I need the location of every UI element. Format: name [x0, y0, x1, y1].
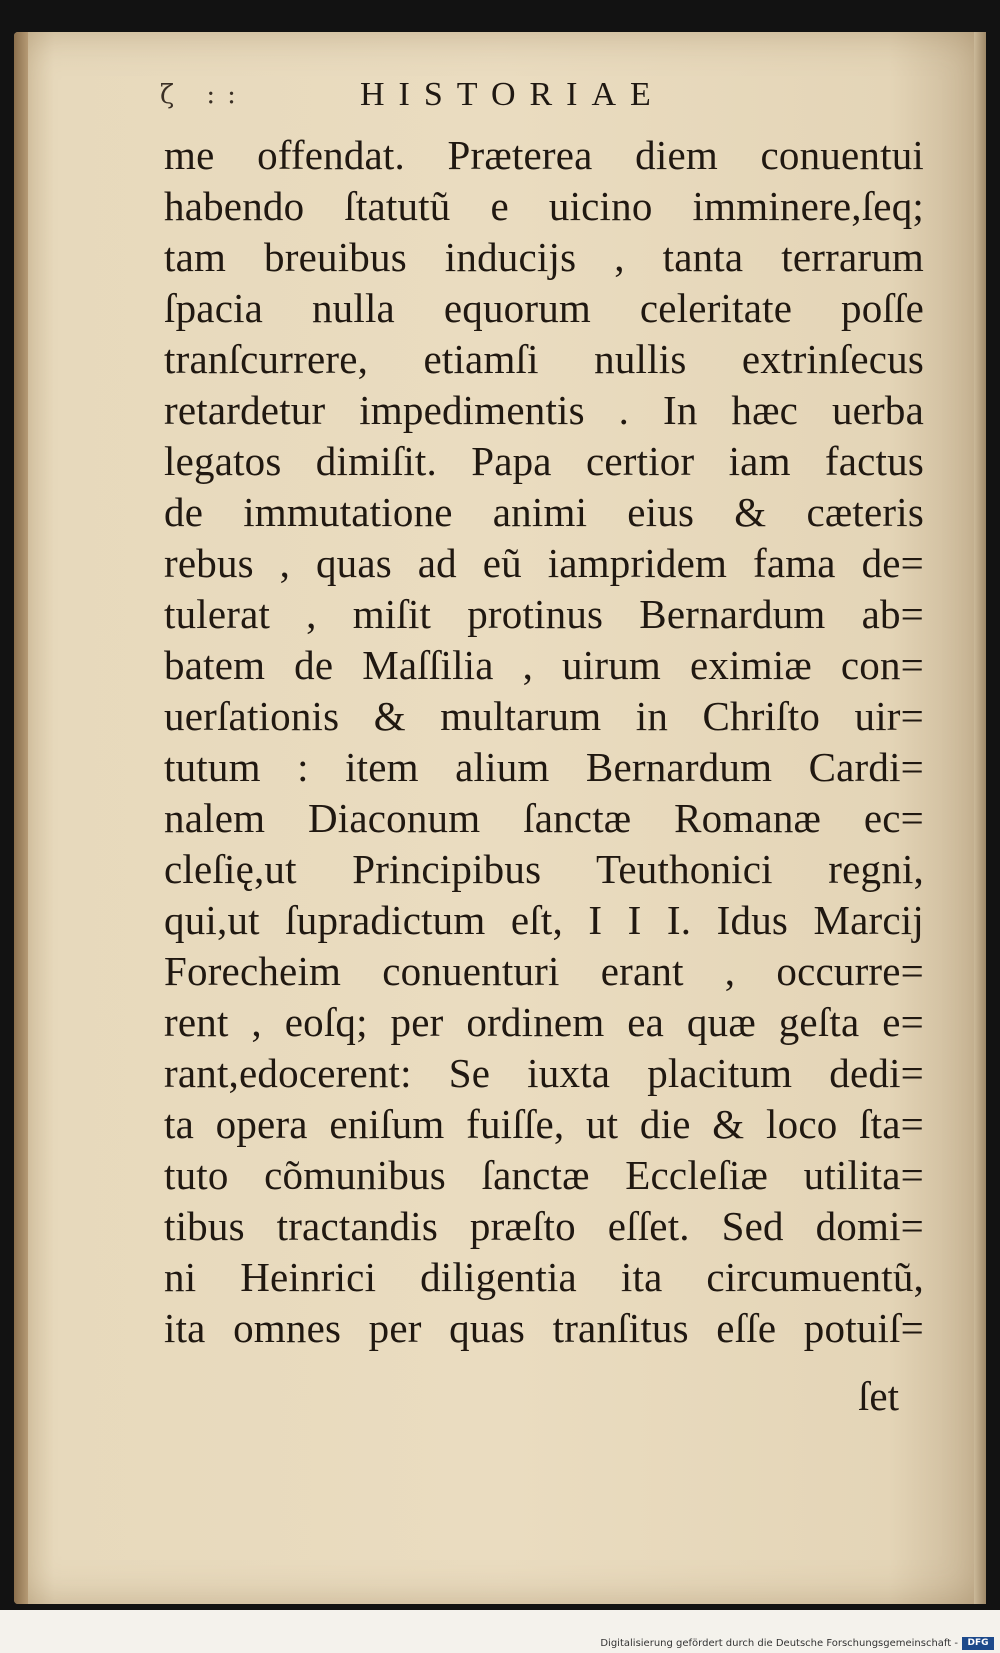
running-head-title: HISTORIAE [360, 76, 665, 113]
page-gutter-edge [14, 32, 28, 1604]
text-line: rent , eoſq; per ordinem ea quæ geſta e= [164, 999, 924, 1045]
text-line: ita omnes per quas tranſitus eſſe potuiſ= [164, 1305, 924, 1351]
text-line: me offendat. Præterea diem conuentui [164, 132, 924, 178]
text-line: tam breuibus inducijs , tanta terrarum [164, 234, 924, 280]
text-line: rebus , quas ad eũ iampridem fama de= [164, 540, 924, 586]
text-line: tutum : item alium Bernardum Cardi= [164, 744, 924, 790]
text-line: tranſcurrere, etiamſi nullis extrinſecus [164, 336, 924, 382]
text-line: de immutatione animi eius & cæteris [164, 489, 924, 535]
text-line: Forecheim conuenturi erant , occurre= [164, 948, 924, 994]
text-line: legatos dimiſit. Papa certior iam factus [164, 438, 924, 484]
text-line: habendo ſtatutũ e uicino imminere,ſeq; [164, 183, 924, 229]
text-line: ni Heinrici diligentia ita circumuentũ, [164, 1254, 924, 1300]
text-line: ſpacia nulla equorum celeritate poſſe [164, 285, 924, 331]
catchword: ſet [858, 1373, 899, 1419]
footer-credit: Digitalisierung gefördert durch die Deutsche Forschungsgemeinschaft - [600, 1638, 958, 1649]
running-head-marks: ζ :: [160, 80, 248, 110]
text-line: nalem Diaconum ſanctæ Romanæ ec= [164, 795, 924, 841]
text-line: uerſationis & multarum in Chriſto uir= [164, 693, 924, 739]
page-fore-edge [974, 32, 986, 1604]
body-text [164, 130, 924, 1354]
text-line: ta opera eniſum fuiſſe, ut die & loco ſta= [164, 1101, 924, 1147]
running-head [160, 76, 880, 114]
text-line: qui,ut ſupradictum eſt, I I I. Idus Marcij [164, 897, 924, 943]
text-line: batem de Maſſilia , uirum eximiæ con= [164, 642, 924, 688]
text-line: rant,edocerent: Se iuxta placitum dedi= [164, 1050, 924, 1096]
text-line: tuto cõmunibus ſanctæ Eccleſiæ utilita= [164, 1152, 924, 1198]
text-line: retardetur impedimentis . In hæc uerba [164, 387, 924, 433]
dfg-logo-icon: DFG [962, 1637, 994, 1650]
text-line: cleſię,ut Principibus Teuthonici regni, [164, 846, 924, 892]
text-line: tulerat , miſit protinus Bernardum ab= [164, 591, 924, 637]
text-line: tibus tractandis præſto eſſet. Sed domi= [164, 1203, 924, 1249]
